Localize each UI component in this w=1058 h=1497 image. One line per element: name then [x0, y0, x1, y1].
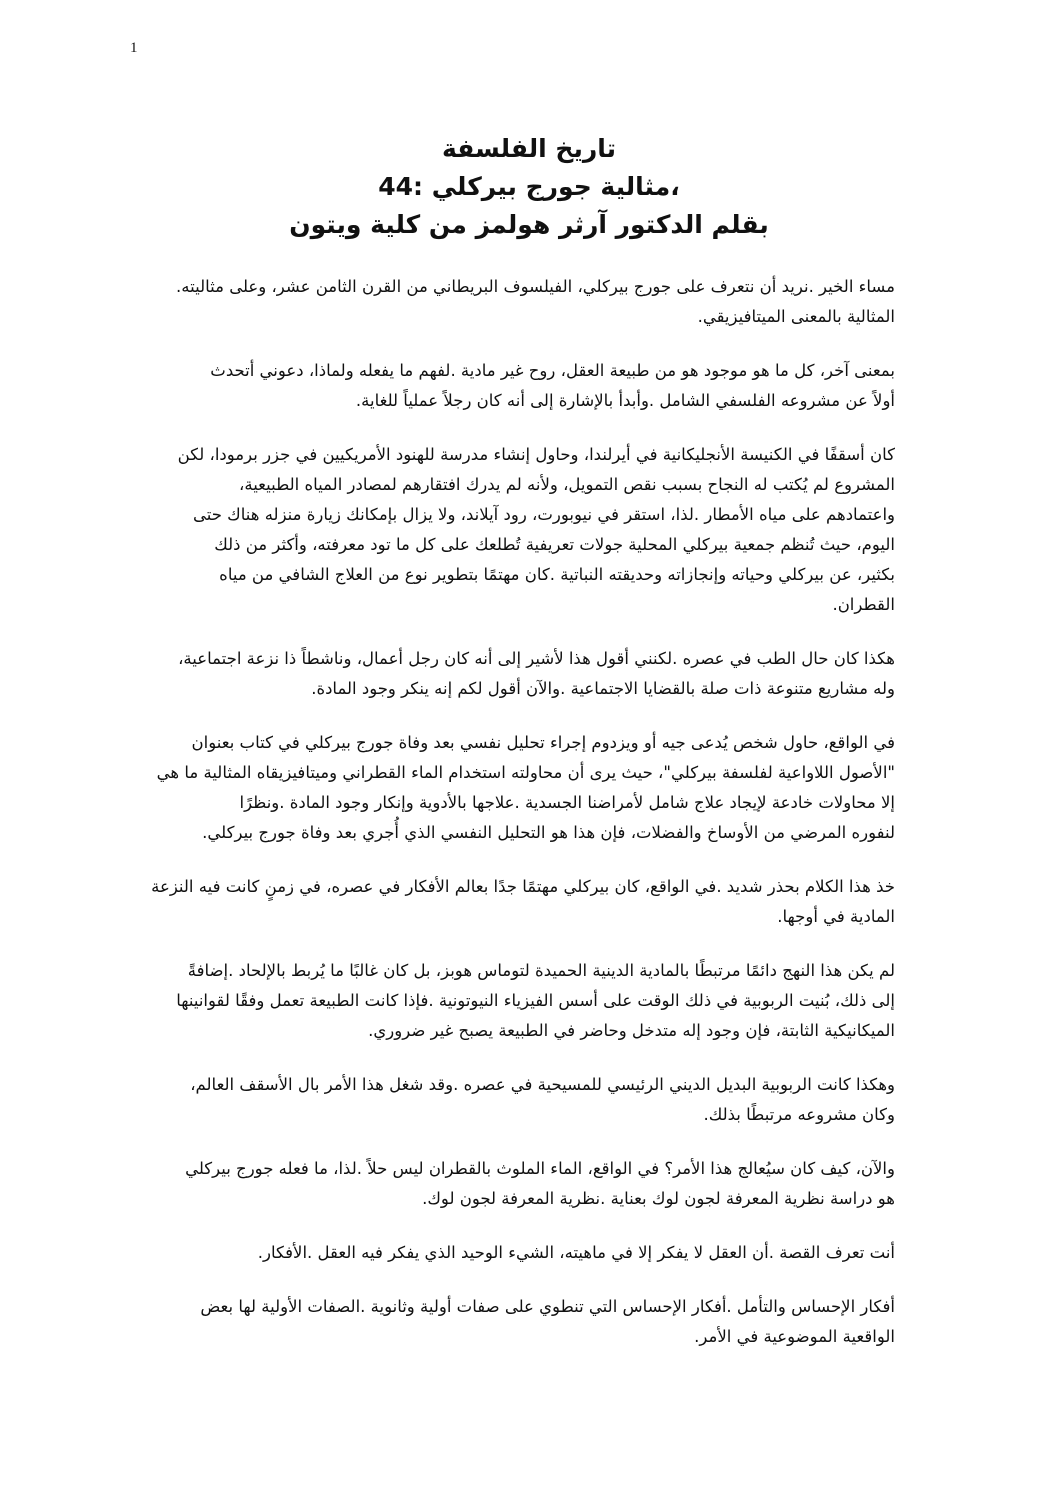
- text-line: بمعنى آخر، كل ما هو موجود هو من طبيعة العقل، روح غير مادية .لفهم ما يفعله ولماذا، دعوني أتحدث: [210, 361, 895, 380]
- text-line: .المادية في أوجها: [777, 907, 895, 926]
- text-line: ،هكذا كان حال الطب في عصره .لكنني أقول هذا لأشير إلى أنه كان رجل أعمال، وناشطاً ذا نزعة اجتماعية: [178, 649, 895, 668]
- text-line: الأصول اللاواعية لفلسفة بيركلي"، حيث يرى أن محاولته استخدام الماء القطراني وميتافيزيقاه المثالية ما هي": [156, 763, 895, 782]
- text-line: اليوم، حيث تُنظم جمعية بيركلي المحلية جولات تعريفية تُطلعك على كل ما تود معرفته، وأكثر من ذلك: [214, 535, 895, 554]
- text-line: والآن، كيف كان سيُعالج هذا الأمر؟ في الواقع، الماء الملوث بالقطران ليس حلاً .لذا، ما فعله جورج بيركلي: [185, 1159, 895, 1178]
- paragraph: [130, 440, 895, 620]
- text-line: .لنفوره المرضي من الأوساخ والفضلات، فإن هذا هو التحليل النفسي الذي أُجري بعد وفاة جورج بيركلي: [202, 823, 895, 842]
- paragraph: [130, 1238, 895, 1268]
- paragraph: [130, 872, 895, 932]
- text-line: .أولاً عن مشروعه الفلسفي الشامل .وأبدأ بالإشارة إلى أنه كان رجلاً عملياً للغاية: [355, 391, 895, 410]
- text-line: إلى ذلك، بُنيت الربوبية في ذلك الوقت على أسس الفيزياء النيوتونية .فإذا كانت الطبيعة تعمل وفقًا لقوانينها: [176, 991, 895, 1010]
- text-line: .وكان مشروعه مرتبطًا بذلك: [703, 1105, 895, 1124]
- document-title: [0, 130, 1058, 244]
- text-line: .هو دراسة نظرية المعرفة لجون لوك بعناية .نظرية المعرفة لجون لوك: [422, 1189, 895, 1208]
- text-line: خذ هذا الكلام بحذر شديد .في الواقع، كان بيركلي مهتمًا جدًا بعالم الأفكار في عصره، في زمنٍ كانت فيه النزعة: [151, 877, 895, 896]
- text-line: .الميكانيكية الثابتة، فإن وجود إله متدخل وحاضر في الطبيعة يصبح غير ضروري: [368, 1021, 895, 1040]
- paragraph: [130, 1292, 895, 1352]
- paragraph: [130, 356, 895, 416]
- title-line: تاريخ الفلسفة: [441, 134, 617, 163]
- text-line: في الواقع، حاول شخص يُدعى جيه أو ويزدوم إجراء تحليل نفسي بعد وفاة جورج بيركلي في كتاب بعنوان: [191, 733, 895, 752]
- text-line: أفكار الإحساس والتأمل .أفكار الإحساس التي تنطوي على صفات أولية وثانوية .الصفات الأولية لها بعض: [200, 1297, 895, 1316]
- text-line: كان أسقفًا في الكنيسة الأنجليكانية في أيرلندا، وحاول إنشاء مدرسة للهنود الأمريكيين في جزر برمودا، لكن: [177, 445, 895, 464]
- paragraph: [130, 728, 895, 848]
- title-line: ،مثالية جورج بيركلي :44: [378, 172, 680, 201]
- text-line: .القطران: [832, 595, 895, 614]
- paragraph: [130, 956, 895, 1046]
- paragraph: [130, 644, 895, 704]
- paragraph: [130, 272, 895, 332]
- text-line: لم يكن هذا النهج دائمًا مرتبطًا بالمادية الدينية الحميدة لتوماس هوبز، بل كان غالبًا ما يُربط بالإلحاد .إضافةً: [187, 961, 895, 980]
- text-line: ،المشروع لم يُكتب له النجاح بسبب نقص التمويل، ولأنه لم يدرك افتقارهم لمصادر المياه الطبيعية: [239, 475, 895, 494]
- text-line: واعتمادهم على مياه الأمطار .لذا، استقر في نيوبورت، رود آيلاند، ولا يزال بإمكانك زيارة منزله هناك حتى: [192, 505, 895, 524]
- text-line: ،وهكذا كانت الربوبية البديل الديني الرئيسي للمسيحية في عصره .وقد شغل هذا الأمر بال الأسقف العالم: [190, 1075, 895, 1094]
- text-line: .الواقعية الموضوعية في الأمر: [694, 1327, 895, 1346]
- text-line: .مساء الخير .نريد أن نتعرف على جورج بيركلي، الفيلسوف البريطاني من القرن الثامن عشر، وعلى مثاليته: [176, 277, 895, 296]
- document-body: [130, 272, 895, 1376]
- page-number: 1: [130, 40, 138, 56]
- paragraph: [130, 1154, 895, 1214]
- text-line: بكثير، عن بيركلي وحياته وإنجازاته وحديقته النباتية .كان مهتمًا بتطوير نوع من العلاج الشافي من مياه: [219, 565, 895, 584]
- text-line: إلا محاولات خادعة لإيجاد علاج شامل لأمراضنا الجسدية .علاجها بالأدوية وإنكار وجود المادة .ونظرًا: [239, 793, 895, 812]
- text-line: .المثالية بالمعنى الميتافيزيقي: [697, 307, 895, 326]
- text-line: .أنت تعرف القصة .أن العقل لا يفكر إلا في ماهيته، الشيء الوحيد الذي يفكر فيه العقل .الأفكار: [257, 1243, 895, 1262]
- paragraph: [130, 1070, 895, 1130]
- text-line: .وله مشاريع متنوعة ذات صلة بالقضايا الاجتماعية .والآن أقول لكم إنه ينكر وجود المادة: [311, 679, 895, 698]
- title-line: بقلم الدكتور آرثر هولمز من كلية ويتون: [289, 210, 769, 239]
